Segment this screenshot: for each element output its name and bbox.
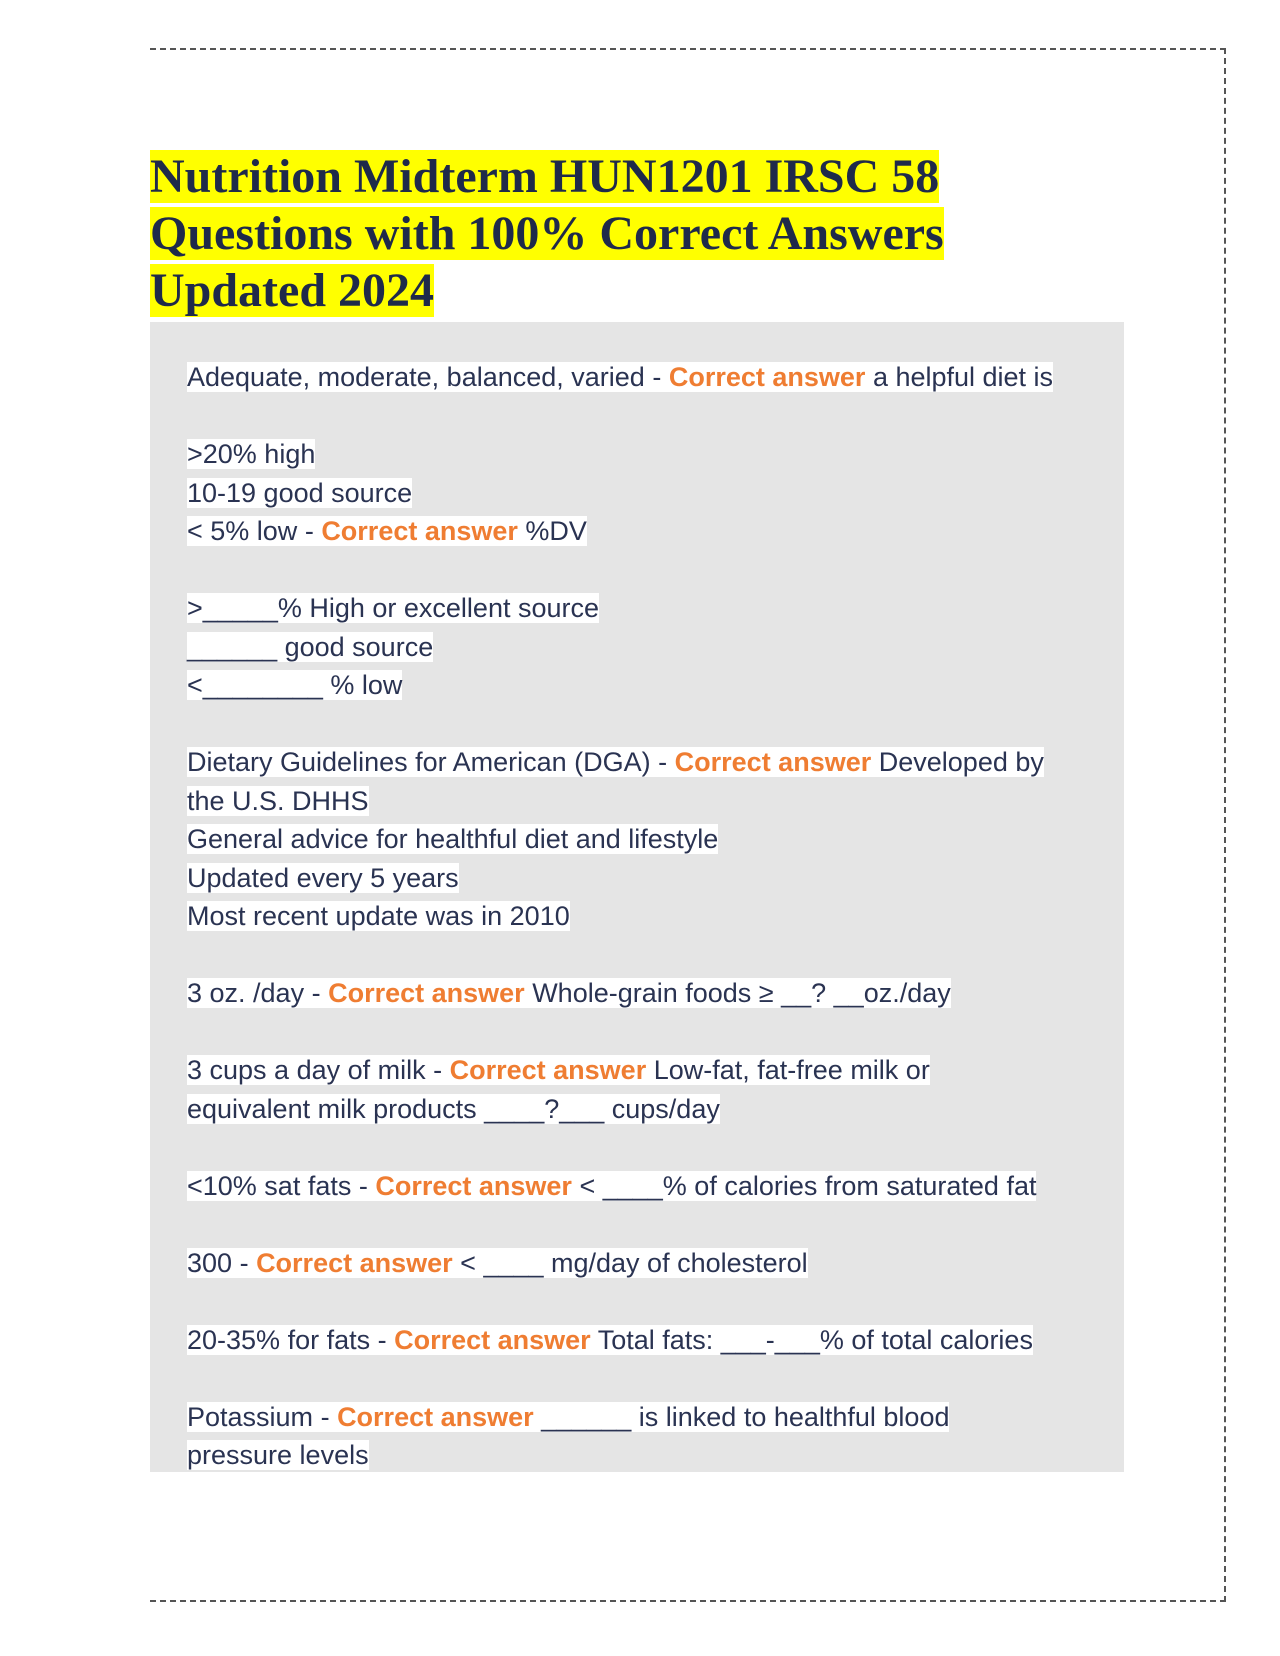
answer-text: < 5% low bbox=[187, 516, 298, 546]
qa-line bbox=[187, 1171, 1036, 1201]
qa-line bbox=[187, 1402, 949, 1432]
qa-line: pressure levels bbox=[187, 1440, 369, 1470]
qa-line bbox=[187, 747, 1044, 777]
separator: - bbox=[232, 1247, 257, 1278]
title-line: Updated 2024 bbox=[150, 264, 435, 317]
question-text: Whole-grain foods ≥ __? __oz./day bbox=[532, 978, 951, 1008]
qa-line: Most recent update was in 2010 bbox=[187, 901, 570, 931]
answer-text: Dietary Guidelines for American (DGA) bbox=[187, 747, 651, 777]
qa-list bbox=[187, 358, 1127, 1513]
question-text: Total fats: ___-___% of total calories bbox=[597, 1324, 1033, 1355]
qa-line bbox=[187, 1055, 930, 1085]
separator: - bbox=[425, 1055, 450, 1085]
title-line: Nutrition Midterm HUN1201 IRSC 58 bbox=[150, 150, 940, 203]
question-text: ______ is linked to healthful blood bbox=[541, 1401, 950, 1432]
qa-line: >_____% High or excellent source bbox=[187, 593, 600, 623]
qa-item bbox=[187, 589, 1127, 705]
separator: - bbox=[644, 362, 669, 392]
question-text: < ____ mg/day of cholesterol bbox=[460, 1247, 808, 1278]
qa-line: the U.S. DHHS bbox=[187, 785, 369, 816]
question-text: Low-fat, fat-free milk or bbox=[653, 1055, 930, 1085]
question-text: a helpful diet is bbox=[872, 362, 1054, 392]
title-line: Questions with 100% Correct Answers bbox=[150, 207, 944, 260]
qa-line: <________ % low bbox=[187, 670, 403, 700]
qa-item bbox=[187, 1244, 1127, 1283]
qa-line bbox=[187, 362, 1053, 392]
qa-line: General advice for healthful diet and lifestyle bbox=[187, 824, 719, 854]
qa-item bbox=[187, 974, 1127, 1013]
qa-line bbox=[187, 978, 951, 1008]
qa-line: Updated every 5 years bbox=[187, 862, 459, 893]
correct-answer-label: Correct answer bbox=[375, 1170, 572, 1201]
document-title bbox=[150, 148, 1050, 319]
answer-text: 3 oz. /day bbox=[187, 978, 305, 1008]
correct-answer-label: Correct answer bbox=[394, 1324, 591, 1355]
qa-item bbox=[187, 358, 1127, 397]
question-text: %DV bbox=[525, 516, 587, 546]
page-border-bottom bbox=[150, 1600, 1226, 1602]
qa-item bbox=[187, 743, 1127, 936]
correct-answer-label: Correct answer bbox=[337, 1401, 534, 1432]
qa-line: ______ good source bbox=[187, 631, 434, 662]
answer-text: 3 cups a day of milk bbox=[187, 1055, 426, 1085]
qa-item bbox=[187, 1398, 1127, 1475]
separator: - bbox=[351, 1170, 376, 1201]
answer-text: Potassium bbox=[187, 1401, 314, 1432]
correct-answer-label: Correct answer bbox=[328, 978, 525, 1008]
qa-line: equivalent milk products ____?___ cups/day bbox=[187, 1093, 720, 1124]
separator: - bbox=[650, 747, 675, 777]
qa-item bbox=[187, 1321, 1127, 1360]
answer-text: <10% sat fats bbox=[187, 1170, 352, 1201]
separator: - bbox=[297, 516, 322, 546]
answer-text: 300 bbox=[187, 1247, 233, 1278]
correct-answer-label: Correct answer bbox=[449, 1055, 647, 1085]
question-text: Developed by bbox=[878, 747, 1044, 777]
separator: - bbox=[370, 1324, 395, 1355]
correct-answer-label: Correct answer bbox=[674, 747, 872, 777]
answer-text: 20-35% for fats bbox=[187, 1324, 371, 1355]
qa-line bbox=[187, 1325, 1033, 1355]
correct-answer-label: Correct answer bbox=[668, 362, 866, 392]
correct-answer-label: Correct answer bbox=[256, 1247, 453, 1278]
question-text: < ____% of calories from saturated fat bbox=[579, 1170, 1037, 1201]
qa-line bbox=[187, 516, 587, 546]
qa-item bbox=[187, 1051, 1127, 1128]
correct-answer-label: Correct answer bbox=[321, 516, 518, 546]
page-border-right bbox=[1224, 48, 1226, 1602]
qa-line: >20% high bbox=[187, 439, 316, 469]
qa-item bbox=[187, 1167, 1127, 1206]
separator: - bbox=[313, 1401, 338, 1432]
answer-text: Adequate, moderate, balanced, varied bbox=[187, 362, 645, 392]
qa-item bbox=[187, 435, 1127, 551]
qa-line: 10-19 good source bbox=[187, 477, 413, 508]
qa-line bbox=[187, 1248, 808, 1278]
separator: - bbox=[304, 978, 329, 1008]
page-border-top bbox=[150, 48, 1226, 50]
